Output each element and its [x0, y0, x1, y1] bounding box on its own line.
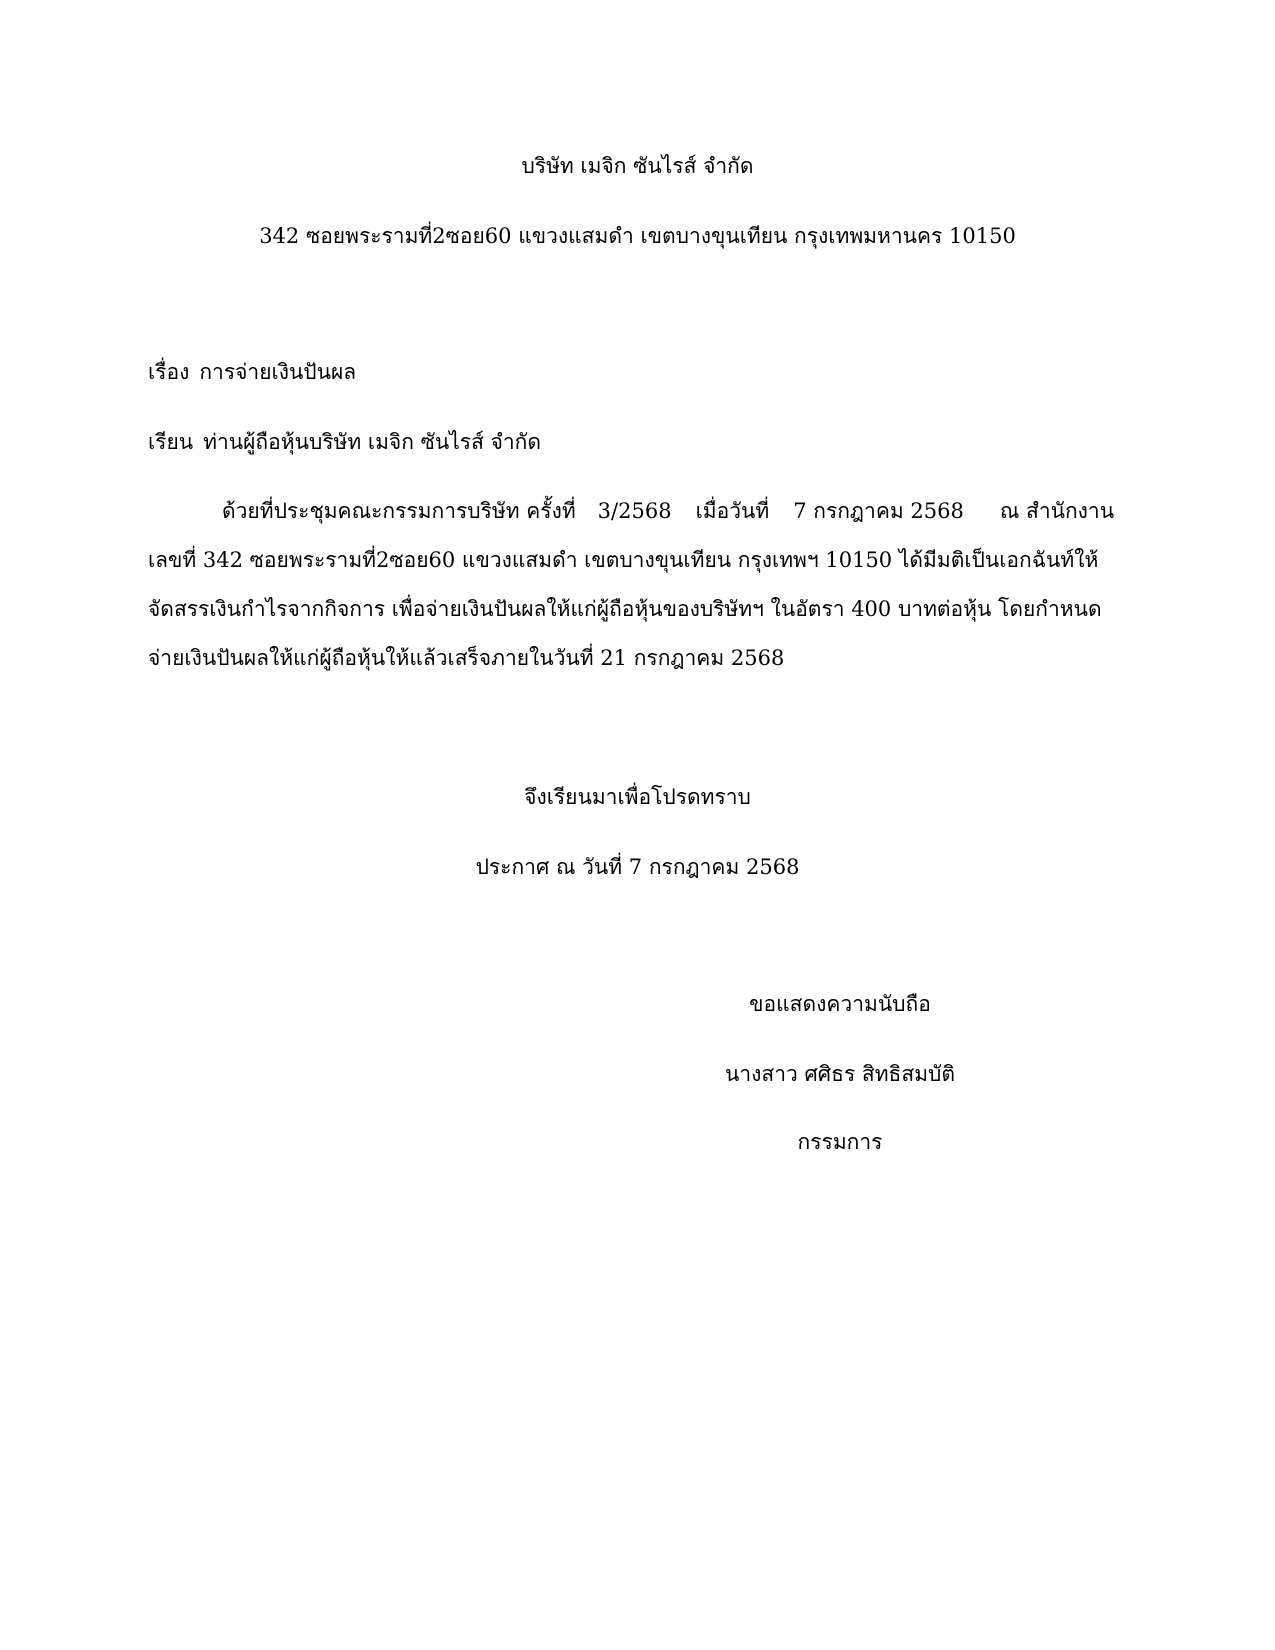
office-label: ณ สำนักงาน [999, 499, 1115, 523]
subject-line [148, 358, 356, 386]
body-line-3: จัดสรรเงินกำไรจากกิจการ เพื่อจ่ายเงินปันผลให้แก่ผู้ถือหุ้นของบริษัทฯ ในอัตรา 400 บาทต่อหุ้น โดยกำหนด [148, 597, 1102, 621]
closing-notice: จึงเรียนมาเพื่อโปรดทราบ [524, 785, 751, 809]
meeting-date-label: เมื่อวันที่ [695, 499, 770, 523]
signatory-position: กรรมการ [797, 1130, 883, 1154]
body-line-1 [222, 497, 1114, 525]
announce-date: ประกาศ ณ วันที่ 7 กรกฎาคม 2568 [475, 855, 800, 879]
subject-text: การจ่ายเงินปันผล [199, 360, 357, 384]
meeting-number: 3/2568 [597, 499, 672, 523]
company-name: บริษัท เมจิก ซันไรส์ จำกัด [521, 154, 754, 178]
body-intro: ด้วยที่ประชุมคณะกรรมการบริษัท ครั้งที่ [222, 499, 576, 523]
signature-regards: ขอแสดงความนับถือ [749, 992, 931, 1016]
recipient-line [148, 428, 541, 456]
signatory-name: นางสาว ศศิธร สิทธิสมบัติ [724, 1062, 955, 1086]
company-address: 342 ซอยพระรามที่2ซอย60 แขวงแสมดำ เขตบางขุนเทียน กรุงเทพมหานคร 10150 [259, 224, 1016, 248]
recipient-text: ท่านผู้ถือหุ้นบริษัท เมจิก ซันไรส์ จำกัด [203, 430, 542, 454]
subject-label: เรื่อง [148, 360, 190, 384]
body-line-2: เลขที่ 342 ซอยพระรามที่2ซอย60 แขวงแสมดำ เขตบางขุนเทียน กรุงเทพฯ 10150 ได้มีมติเป็นเอกฉันท์ให้ [148, 548, 1099, 572]
meeting-date: 7 กรกฎาคม 2568 [793, 499, 964, 523]
recipient-label: เรียน [148, 430, 194, 454]
body-line-4: จ่ายเงินปันผลให้แก่ผู้ถือหุ้นให้แล้วเสร็จภายในวันที่ 21 กรกฎาคม 2568 [148, 646, 785, 670]
